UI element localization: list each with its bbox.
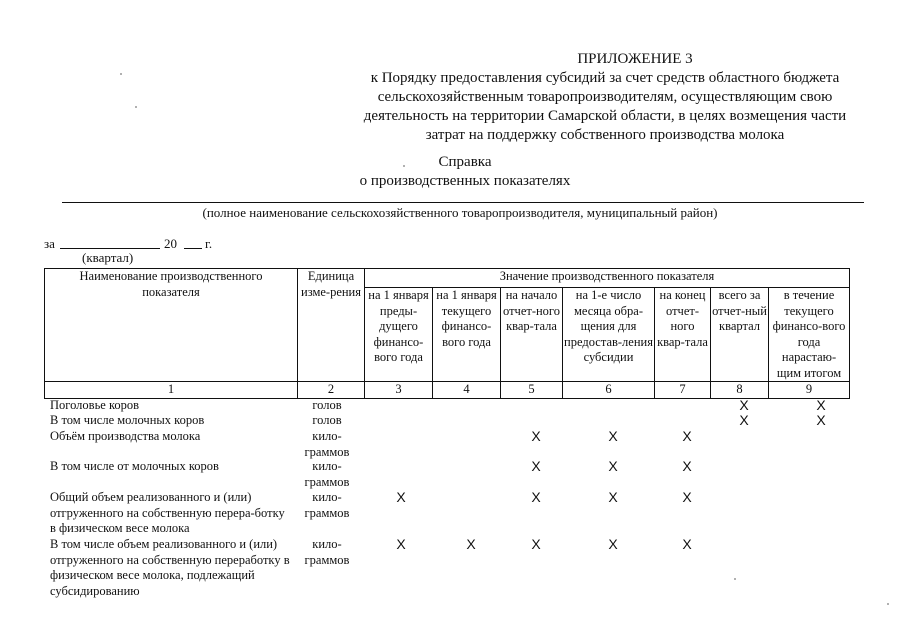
row-label: Объём производства молока	[50, 429, 201, 443]
cell-mark: X	[739, 412, 749, 428]
scan-speck	[403, 165, 405, 167]
col-header-3: на 1 января преды-дущего финансо-вого года	[365, 288, 433, 382]
cell-mark: X	[608, 458, 618, 474]
cell-mark: X	[466, 536, 476, 552]
appendix-title: ПРИЛОЖЕНИЕ 3	[577, 51, 693, 67]
row-unit: голов	[312, 413, 342, 427]
appendix-line-2: сельскохозяйственным товаропроизводителям, осуществляющим свою	[377, 89, 833, 105]
cell-mark: X	[608, 489, 618, 505]
period-suffix: г.	[205, 236, 213, 251]
cell-mark: X	[396, 536, 406, 552]
col-header-unit: Единица изме-рения	[298, 269, 365, 382]
cell-mark: X	[682, 458, 692, 474]
cell-mark: X	[531, 458, 541, 474]
producer-name-line	[62, 202, 864, 203]
document-title: Справка	[438, 154, 492, 170]
appendix-line-4: затрат на поддержку собственного производства молока	[425, 127, 785, 143]
cell-mark: X	[608, 428, 618, 444]
cell-mark: X	[682, 428, 692, 444]
row-unit: кило-граммов	[304, 429, 350, 459]
row-label: Поголовье коров	[50, 398, 140, 412]
period-note: (квартал)	[82, 250, 134, 265]
row-label: Общий объем реализованного и (или) отгруженного на собственную перера-ботку в физическом весе молока	[50, 490, 285, 535]
cell-mark: X	[816, 397, 826, 413]
period-prefix: за	[44, 236, 55, 251]
row-unit: кило-граммов	[304, 459, 350, 489]
col-number-7: 7	[655, 382, 711, 399]
col-header-indicator: Наименование производственного показателя	[45, 269, 298, 382]
period-year-line	[184, 248, 202, 249]
period-year: 20	[164, 236, 177, 251]
row-label: В том числе объем реализованного и (или) отгруженного на собственную переработку в физическом весе молока, подлежащий субсидированию	[50, 537, 290, 598]
col-number-6: 6	[563, 382, 655, 399]
col-number-8: 8	[711, 382, 769, 399]
row-unit: голов	[312, 398, 342, 412]
period-quarter-line	[60, 248, 160, 249]
row-unit: кило-граммов	[304, 537, 350, 567]
cell-mark: X	[531, 489, 541, 505]
col-number-4: 4	[433, 382, 501, 399]
cell-mark: X	[739, 397, 749, 413]
scan-speck	[734, 578, 736, 580]
cell-mark: X	[608, 536, 618, 552]
producer-name-note: (полное наименование сельскохозяйственного товаропроизводителя, муниципальный район)	[202, 205, 718, 220]
col-header-6: на 1-е число месяца обра-щения для предостав-ления субсидии	[563, 288, 655, 382]
scan-speck	[120, 73, 122, 75]
col-number-5: 5	[501, 382, 563, 399]
document-title-block	[300, 153, 630, 191]
appendix-header	[350, 50, 860, 145]
row-label: В том числе молочных коров	[50, 413, 205, 427]
cell-mark: X	[682, 489, 692, 505]
row-unit: кило-граммов	[304, 490, 350, 520]
col-header-4: на 1 января текущего финансо-вого года	[433, 288, 501, 382]
col-header-9: в течение текущего финансо-вого года нарастаю-щим итогом	[769, 288, 850, 382]
col-number-1: 1	[45, 382, 298, 399]
cell-mark: X	[396, 489, 406, 505]
indicators-table	[44, 268, 850, 399]
row-label: В том числе от молочных коров	[50, 459, 219, 473]
document-subtitle: о производственных показателях	[359, 173, 571, 189]
col-number-2: 2	[298, 382, 365, 399]
col-header-7: на конец отчет-ного квар-тала	[655, 288, 711, 382]
col-header-8: всего за отчет-ный квартал	[711, 288, 769, 382]
cell-mark: X	[682, 536, 692, 552]
appendix-line-1: к Порядку предоставления субсидий за счет средств областного бюджета	[370, 70, 840, 86]
cell-mark: X	[531, 536, 541, 552]
cell-mark: X	[816, 412, 826, 428]
scan-speck	[887, 603, 889, 605]
cell-mark: X	[531, 428, 541, 444]
appendix-line-3: деятельность на территории Самарской области, в целях возмещения части	[363, 108, 847, 124]
col-number-9: 9	[769, 382, 850, 399]
scan-speck	[135, 106, 137, 108]
col-header-5: на начало отчет-ного квар-тала	[501, 288, 563, 382]
col-number-3: 3	[365, 382, 433, 399]
col-header-value-group: Значение производственного показателя	[365, 269, 850, 288]
